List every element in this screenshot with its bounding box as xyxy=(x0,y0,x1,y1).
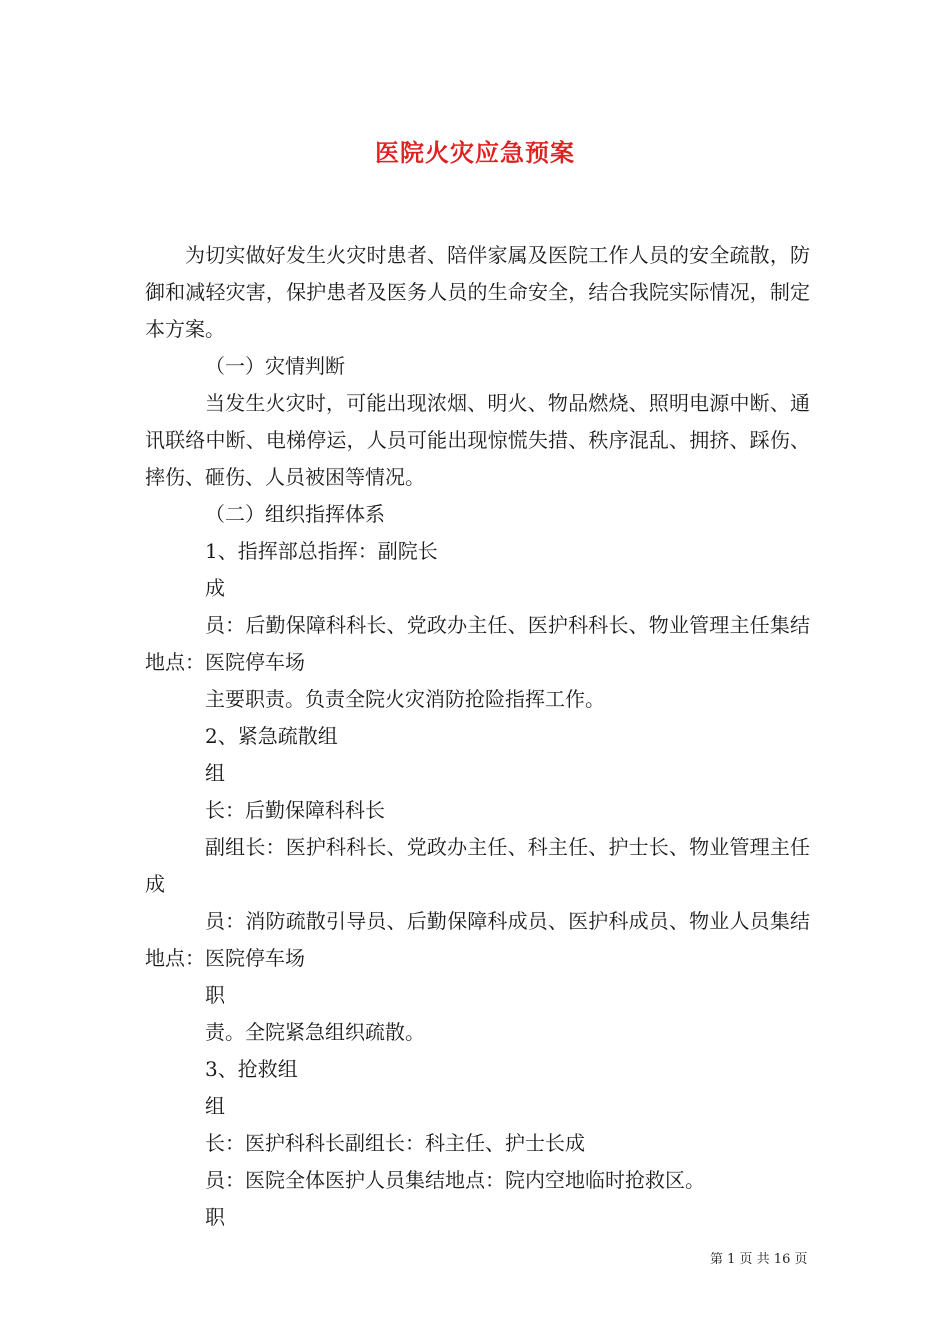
rescue-group-heading: 3、抢救组 xyxy=(205,1057,298,1081)
command-members: 员：后勤保障科科长、党政办主任、医护科科长、物业管理主任集结地点：医院停车场 xyxy=(145,613,810,674)
section-heading-disaster-assessment: （一）灾情判断 xyxy=(205,354,345,378)
evacuation-deputy: 副组长：医护科科长、党政办主任、科主任、护士长、物业管理主任成 xyxy=(145,835,810,896)
evacuation-leader-label: 组 xyxy=(205,761,225,785)
page-number-footer: 第 1 页 共 16 页 xyxy=(710,1252,808,1267)
command-chief: 1、指挥部总指挥：副院长 xyxy=(205,539,438,563)
rescue-duties-label: 职 xyxy=(205,1205,225,1229)
evacuation-members: 员：消防疏散引导员、后勤保障科成员、医护科成员、物业人员集结地点：医院停车场 xyxy=(145,909,810,970)
document-body xyxy=(145,237,810,1236)
disaster-assessment-paragraph: 当发生火灾时，可能出现浓烟、明火、物品燃烧、照明电源中断、通讯联络中断、电梯停运，人员可能出现惊慌失措、秩序混乱、拥挤、踩伤、摔伤、砸伤、人员被困等情况。 xyxy=(145,391,810,489)
document-title: 医院火灾应急预案 xyxy=(375,139,575,167)
section-heading-command-system: （二）组织指挥体系 xyxy=(205,502,385,526)
rescue-leader-label: 组 xyxy=(205,1094,225,1118)
rescue-members: 员：医院全体医护人员集结地点：院内空地临时抢救区。 xyxy=(205,1168,705,1192)
evacuation-group-heading: 2、紧急疏散组 xyxy=(205,724,338,748)
rescue-leader: 长：医护科科长副组长：科主任、护士长成 xyxy=(205,1131,585,1155)
evacuation-duties-label: 职 xyxy=(205,983,225,1007)
evacuation-leader: 长：后勤保障科科长 xyxy=(205,798,385,822)
evacuation-duties: 责。全院紧急组织疏散。 xyxy=(205,1020,425,1044)
command-members-label: 成 xyxy=(205,576,225,600)
command-duties: 主要职责。负责全院火灾消防抢险指挥工作。 xyxy=(205,687,605,711)
intro-paragraph: 为切实做好发生火灾时患者、陪伴家属及医院工作人员的安全疏散，防御和减轻灾害，保护患者及医务人员的生命安全，结合我院实际情况，制定本方案。 xyxy=(145,243,810,341)
